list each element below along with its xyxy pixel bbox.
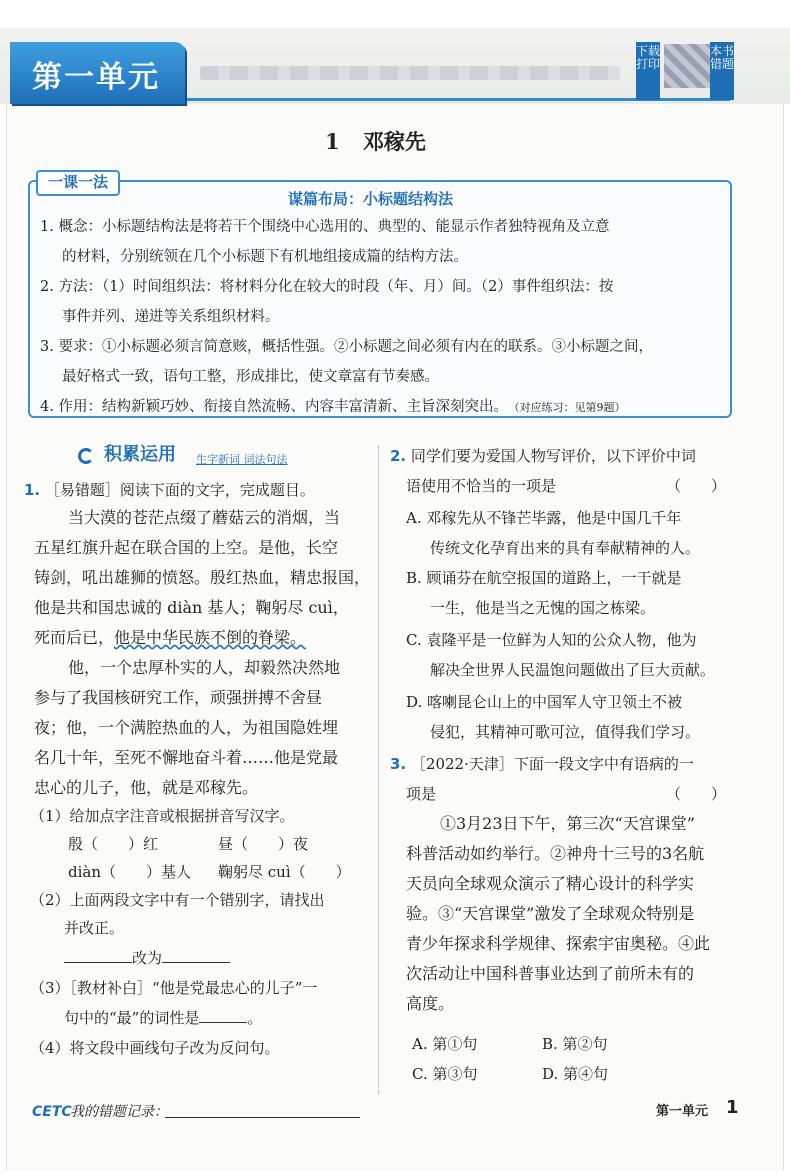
question-1 [24,480,315,500]
footer-unit: 第一单元 [656,1104,709,1119]
option-c[interactable]: C. 袁隆平是一位鲜为人知的公众人物，他为 [406,631,697,649]
passage-line: 夜；他，一个满腔热血的人，为祖国隐姓埋 [34,718,339,737]
passage-line: 他，一个忠厚朴实的人，却毅然决然地 [68,658,341,677]
answer-paren[interactable]: （ ） [666,785,727,803]
passage-line: 参与了我国核研究工作，顽强拼搏不舍昼 [34,688,323,707]
correction-line: 改为 [64,948,230,968]
question-2-cont: 语使用不恰当的一项是 [406,477,557,495]
method-line: 的材料，分别统领在几个小标题下有机地组接成篇的结构方法。 [62,249,468,265]
subquestion-1: （1）给加点字注音或根据拼音写汉字。 [30,807,295,825]
passage-line: 忠心的儿子，他，就是邓稼先。 [34,778,259,797]
passage-line: 科普活动如约举行。②神舟十三号的3名航 [406,844,705,863]
error-record-label: 我的错题记录： [70,1104,168,1120]
method-box-tag: 一课一法 [36,170,120,196]
option-d[interactable]: D. 第④句 [542,1065,609,1083]
subquestion-2: （2）上面两段文字中有一个错别字，请找出 [30,891,325,909]
method-line: 1. 概念：小标题结构法是将若干个围绕中心选用的、典型的、能显示作者独特视角及立意 [40,219,610,235]
option-c-cont: 解决全世界人民温饱问题做出了巨大贡献。 [430,661,716,679]
question-number: 1. [24,481,41,499]
blank-item[interactable]: 殷（ ）红 [68,835,159,853]
refresh-icon [78,448,94,464]
subquestion-4: （4）将文段中画线句子改为反问句。 [30,1039,280,1057]
option-b[interactable]: B. 第②句 [542,1035,608,1053]
column-divider [378,446,379,1094]
passage-line: 名几十年，至死不懈地奋斗着……他是党最 [34,748,339,767]
brand-logo: CETC [32,1104,72,1120]
lesson-title: 邓稼先 [362,129,426,154]
download-print-tab[interactable]: 下载打印 [636,42,660,100]
passage-line: 当大漠的苍茫点缀了蘑菇云的消烟，当 [68,508,341,527]
passage-line: 铸剑，吼出雄狮的愤怒。殷红热血，精忠报国， [34,568,371,587]
page-number: 1 [726,1097,739,1118]
method-note: （对应练习：见第9题） [513,401,626,414]
question-3: 3. ［2022·天津］下面一段文字中有语病的一 [390,755,694,773]
question-number: 2. [390,447,407,465]
answer-paren[interactable]: （ ） [666,477,727,495]
passage-line: 青少年探求科学规律、探索宇宙奥秘。④此 [406,934,711,953]
passage-line: 五星红旗升起在联合国的上空。是他，长空 [34,538,339,557]
section-subtitle: 生字新词 词法句法 [196,453,288,466]
blank-item[interactable]: diàn（ ）基人 [68,863,192,881]
blank-item[interactable]: 鞠躬尽 cuì（ ） [218,863,351,881]
option-a[interactable]: A. 邓稼先从不锋芒毕露，他是中国几千年 [406,509,682,527]
lesson-heading [325,126,426,156]
answer-blank[interactable] [162,962,230,963]
passage-line: 高度。 [406,994,455,1013]
passage-line: 他是共和国忠诚的 diàn 基人；鞠躬尽 cuì， [34,598,349,617]
question-2: 2. 同学们要为爱国人物写评价，以下评价中词 [390,447,696,465]
option-b[interactable]: B. 顾诵芬在航空报国的道路上，一干就是 [406,569,682,587]
option-c[interactable]: C. 第③句 [412,1065,478,1083]
section-title: 积累运用 [104,444,176,465]
passage-line: 验。③“天宫课堂”激发了全球观众特别是 [406,904,695,923]
question-number: 3. [390,755,407,773]
option-d-cont: 侵犯，其精神可歌可泣，值得我们学习。 [430,723,701,741]
qr-code-icon [664,44,710,88]
option-b-cont: 一生，他是当之无愧的国之栋梁。 [430,599,656,617]
method-box-title: 谋篇布局：小标题结构法 [288,190,454,208]
faint-header-text [200,66,620,80]
error-record-line[interactable] [165,1117,360,1118]
passage-line: ①3月23日下午，第三次“天宫课堂” [440,814,695,833]
subquestion-2-cont: 并改正。 [64,919,125,937]
answer-blank[interactable] [199,1022,247,1023]
option-a[interactable]: A. 第①句 [412,1035,478,1053]
passage-line: 次活动让中国科普事业达到了前所未有的 [406,964,695,983]
method-line: 4. 作用：结构新颖巧妙、衔接自然流畅、内容丰富清新、主旨深刻突出。 （对应练习：见第9题） [40,399,626,415]
unit-tab [10,42,185,104]
lesson-number: 1 [325,129,340,154]
passage-line: 死而后已，他是中华民族不倒的脊梁。 [34,628,307,647]
subquestion-3-cont: 句中的“最”的词性是 。 [64,1009,263,1027]
option-a-cont: 传统文化孕育出来的具有奉献精神的人。 [430,539,701,557]
method-line: 事件并列、递进等关系组织材料。 [62,309,280,325]
answer-blank[interactable] [64,962,132,963]
method-line: 最好格式一致，语句工整，形成排比，使文章富有节奏感。 [62,369,439,385]
method-line: 3. 要求：①小标题必须言简意赅，概括性强。②小标题之间必须有内在的联系。③小标题之间， [40,339,653,355]
blank-item[interactable]: 昼（ ）夜 [218,835,309,853]
question-3-cont: 项是 [406,785,437,803]
question-head: ［易错题］阅读下面的文字，完成题目。 [44,481,315,499]
method-line: 2. 方法：（1）时间组织法：将材料分化在较大的时段（年、月）间。（2）事件组织法：按 [40,279,614,295]
underlined-sentence: 他是中华民族不倒的脊梁。 [114,628,307,647]
subquestion-3: （3）［教材补白］“他是党最忠心的儿子”一 [30,979,318,997]
error-book-tab[interactable]: 本书错题 [710,42,734,100]
option-d[interactable]: D. 喀喇昆仑山上的中国军人守卫领土不被 [406,693,683,711]
unit-title: 第一单元 [32,60,160,95]
passage-line: 天员向全球观众演示了精心设计的科学实 [406,874,695,893]
